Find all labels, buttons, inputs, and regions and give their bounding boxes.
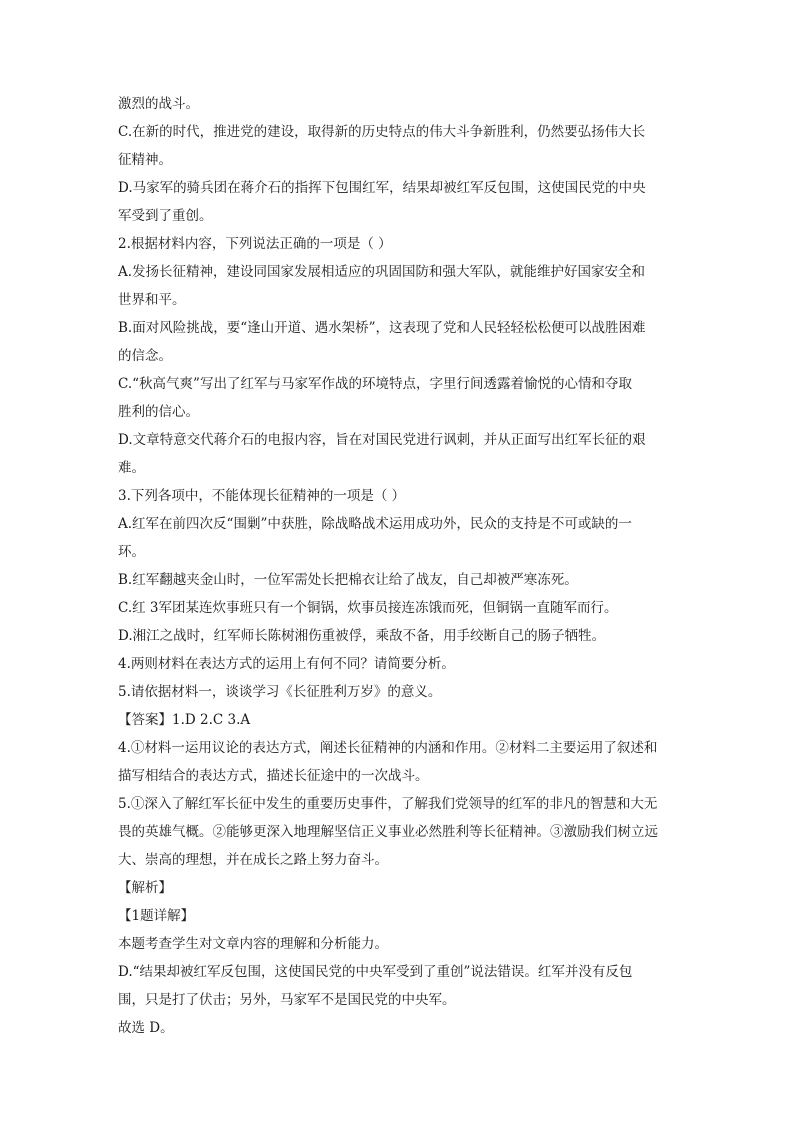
option-a-line: A.发扬长征精神，建设同国家发展相适应的巩固国防和强大军队，就能维护好国家安全和: [118, 264, 646, 280]
text-line: 围，只是打了伏击；另外，马家军不是国民党的中央军。: [118, 992, 456, 1008]
text-line: 征精神。: [118, 152, 172, 168]
text-line: 的信念。: [118, 348, 172, 364]
text-line: 本题考查学生对文章内容的理解和分析能力。: [118, 936, 388, 952]
text-line: 描写相结合的表达方式，描述长征途中的一次战斗。: [118, 768, 429, 784]
question-5: 5.请依据材料一，谈谈学习《长征胜利万岁》的意义。: [118, 684, 442, 700]
text-line: 世界和平。: [118, 292, 186, 308]
analysis-heading: 【解析】: [118, 880, 172, 896]
option-b-line: B.红军翻越夹金山时，一位军需处长把棉衣让给了战友，自己却被严寒冻死。: [118, 572, 578, 588]
answer-5-line: 5.①深入了解红军长征中发生的重要历史事件，了解我们党领导的红军的非凡的智慧和大无: [118, 796, 658, 812]
document-page: [118, 90, 678, 1042]
text-line: 军受到了重创。: [118, 208, 213, 224]
text-line: 大、崇高的理想，并在成长之路上努力奋斗。: [118, 852, 388, 868]
answer-4-line: 4.①材料一运用议论的表达方式，阐述长征精神的内涵和作用。②材料二主要运用了叙述和: [118, 740, 658, 756]
question-4: 4.两则材料在表达方式的运用上有何不同？请简要分析。: [118, 656, 455, 672]
question-3: 3.下列各项中，不能体现长征精神的一项是（ ）: [118, 488, 406, 504]
text-line: 畏的英雄气概。②能够更深入地理解坚信正义事业必然胜利等长征精神。③激励我们树立远: [118, 824, 658, 840]
question-2: 2.根据材料内容，下列说法正确的一项是（ ）: [118, 236, 392, 252]
text-line: 激烈的战斗。: [118, 96, 199, 112]
option-c-line: C.红 3军团某连炊事班只有一个铜锅，炊事员接连冻饿而死，但铜锅一直随军而行。: [118, 600, 618, 616]
option-c-line: C.在新的时代，推进党的建设，取得新的历史特点的伟大斗争新胜利，仍然要弘扬伟大长: [118, 124, 646, 140]
text-line: 胜利的信心。: [118, 404, 199, 420]
option-b-line: B.面对风险挑战，要“逢山开道、遇水架桥”，这表现了党和人民轻轻松松便可以战胜困难: [118, 320, 646, 336]
conclusion-line: 故选 D。: [118, 1020, 174, 1036]
text-line: 环。: [118, 544, 145, 560]
option-d-line: D.文章特意交代蒋介石的电报内容，旨在对国民党进行讽刺，并从正面写出红军长征的艰: [118, 432, 646, 448]
option-d-line: D.湘江之战时，红军师长陈树湘伤重被俘，乘敌不备，用手绞断自己的肠子牺牲。: [118, 628, 606, 644]
text-line: 难。: [118, 460, 145, 476]
option-a-line: A.红军在前四次反“围剿”中获胜，除战略战术运用成功外，民众的支持是不可或缺的一: [118, 516, 632, 532]
question-1-detail-heading: 【1题详解】: [118, 908, 195, 924]
option-d-line: D.马家军的骑兵团在蒋介石的指挥下包围红军，结果却被红军反包围，这使国民党的中央: [118, 180, 646, 196]
option-c-line: C.“秋高气爽”写出了红军与马家军作战的环境特点，字里行间透露着愉悦的心情和夺取: [118, 376, 632, 392]
explanation-line: D.“结果却被红军反包围，这使国民党的中央军受到了重创”说法错误。红军并没有反包: [118, 964, 633, 980]
answer-heading: 【答案】1.D 2.C 3.A: [118, 712, 251, 728]
